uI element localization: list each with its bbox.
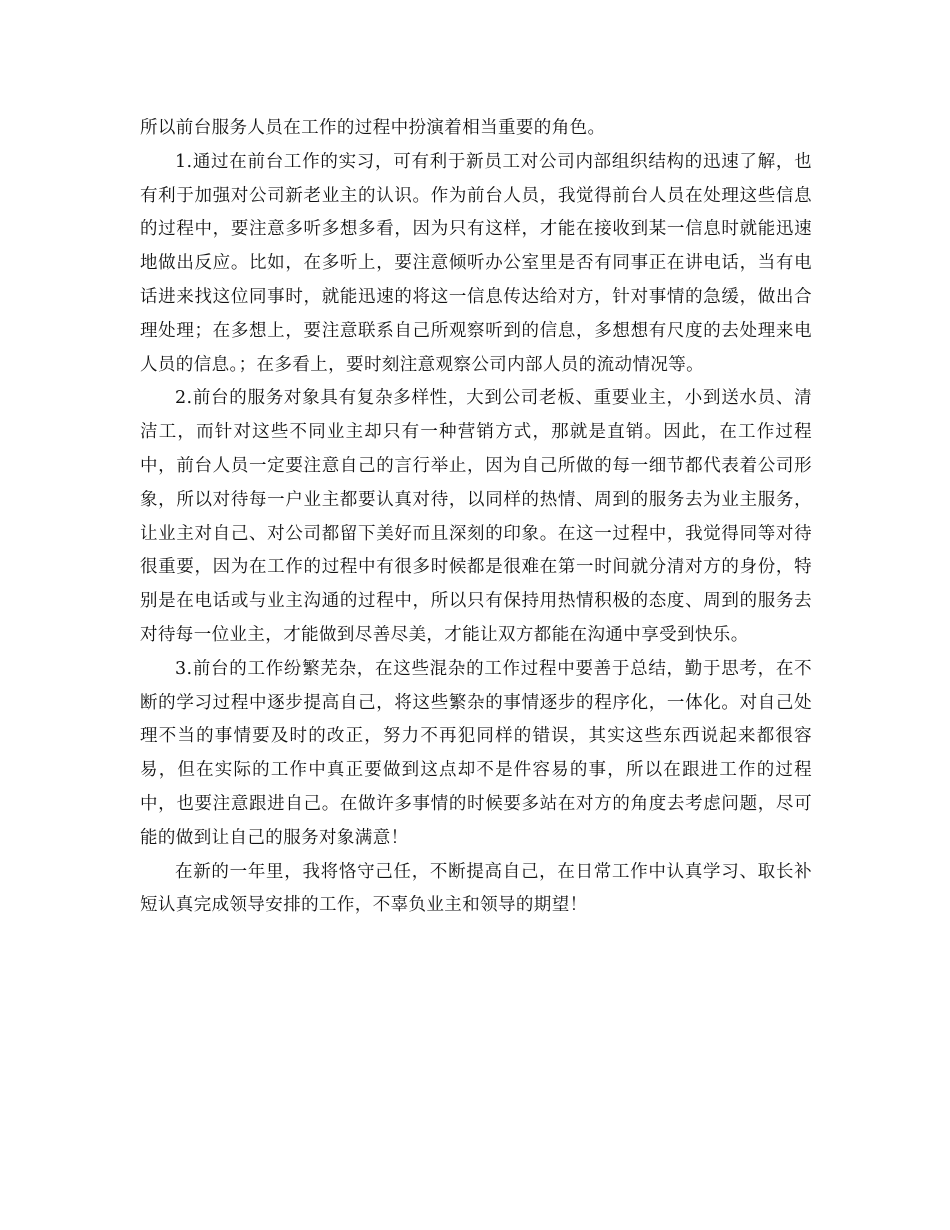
paragraph-point-2: 2.前台的服务对象具有复杂多样性，大到公司老板、重要业主，小到送水员、清洁工，而针对这些不同业主却只有一种营销方式，那就是直销。因此，在工作过程中，前台人员一定要注意自己的言行举止，因为自己所做的每一细节都代表着公司形象，所以对待每一户业主都要认真对待，以同样的热情、周到的服务去为业主服务，让业主对自己、对公司都留下美好而且深刻的印象。在这一过程中，我觉得同等对待很重要，因为在工作的过程中有很多时候都是很难在第一时间就分清对方的身份，特别是在电话或与业主沟通的过程中，所以只有保持用热情积极的态度、周到的服务去对待每一位业主，才能做到尽善尽美，才能让双方都能在沟通中享受到快乐。 — [140, 388, 812, 645]
paragraph-point-1: 1.通过在前台工作的实习，可有利于新员工对公司内部组织结构的迅速了解，也有利于加强对公司新老业主的认识。作为前台人员，我觉得前台人员在处理这些信息的过程中，要注意多听多想多看，因为只有这样，才能在接收到某一信息时就能迅速地做出反应。比如，在多听上，要注意倾听办公室里是否有同事正在讲电话，当有电话进来找这位同事时，就能迅速的将这一信息传达给对方，针对事情的急缓，做出合理处理；在多想上，要注意联系自己所观察听到的信息，多想想有尺度的去处理来电人员的信息。；在多看上，要时刻注意观察公司内部人员的流动情况等。 — [140, 151, 812, 375]
paragraph-intro: 所以前台服务人员在工作的过程中扮演着相当重要的角色。 — [140, 118, 606, 138]
paragraph-closing: 在新的一年里，我将恪守己任，不断提高自己，在日常工作中认真学习、取长补短认真完成领导安排的工作，不辜负业主和领导的期望！ — [140, 861, 812, 916]
paragraph-point-3: 3.前台的工作纷繁芜杂，在这些混杂的工作过程中要善于总结，勤于思考，在不断的学习过程中逐步提高自己，将这些繁杂的事情逐步的程序化，一体化。对自己处理不当的事情要及时的改正，努力不再犯同样的错误，其实这些东西说起来都很容易，但在实际的工作中真正要做到这点却不是件容易的事，所以在跟进工作的过程中，也要注意跟进自己。在做许多事情的时候要多站在对方的角度去考虑问题，尽可能的做到让自己的服务对象满意！ — [140, 658, 812, 848]
document-body — [140, 112, 812, 923]
